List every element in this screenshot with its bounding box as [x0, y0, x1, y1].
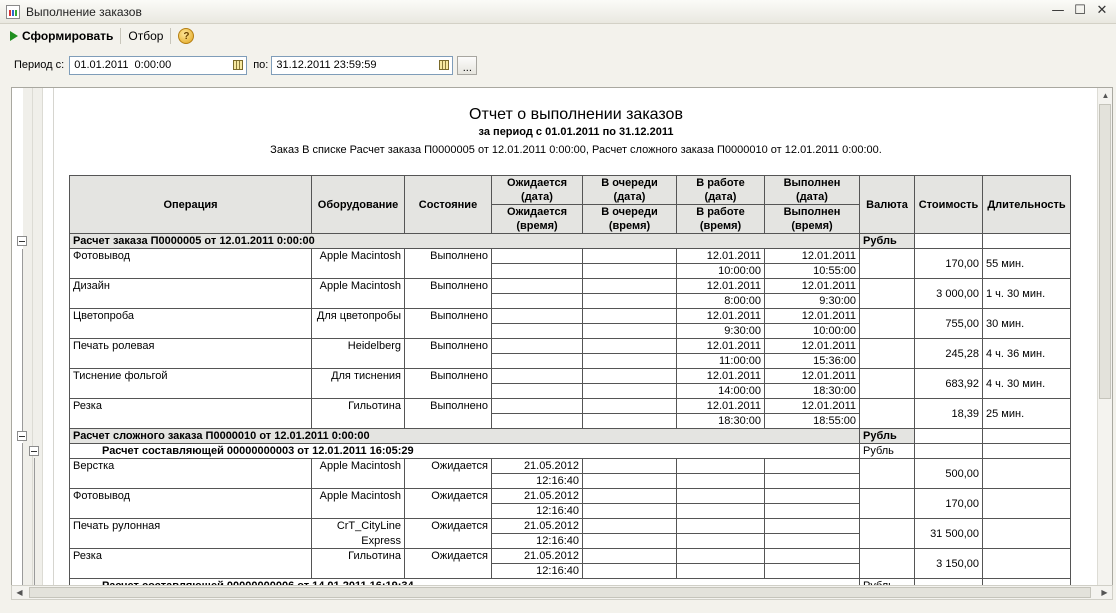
work-time-cell: 18:30:00 — [677, 414, 765, 429]
subgroup-currency: Рубль — [860, 444, 915, 459]
col-header-work-date[interactable]: В работе (дата) — [677, 176, 765, 205]
queue-date-cell — [583, 489, 677, 504]
work-time-cell: 11:00:00 — [677, 354, 765, 369]
report-sheet — [54, 88, 1098, 598]
operation-cell: Цветопроба — [70, 309, 312, 339]
col-header-duration[interactable]: Длительность — [983, 176, 1071, 234]
cost-cell: 245,28 — [915, 339, 983, 369]
work-date-cell — [677, 549, 765, 564]
group-currency: Рубль — [860, 234, 915, 249]
col-header-cost[interactable]: Стоимость — [915, 176, 983, 234]
generate-button[interactable] — [10, 29, 113, 43]
done-date-cell: 12.01.2011 — [765, 399, 860, 414]
scroll-right-icon[interactable]: ▶ — [1101, 588, 1108, 597]
col-header-work-time[interactable]: В работе (время) — [677, 205, 765, 234]
state-cell: Выполнено — [405, 249, 492, 279]
report-app-icon — [6, 5, 20, 19]
done-date-cell — [765, 459, 860, 474]
scroll-left-icon[interactable]: ◀ — [16, 588, 23, 597]
state-cell: Ожидается — [405, 549, 492, 579]
collapse-group1-icon[interactable] — [17, 236, 27, 246]
equipment-cell-continued — [312, 564, 405, 579]
group-row[interactable] — [70, 234, 1071, 249]
state-cell: Ожидается — [405, 489, 492, 519]
work-date-cell: 12.01.2011 — [677, 369, 765, 384]
window-controls — [1050, 3, 1110, 19]
group-row[interactable] — [70, 429, 1071, 444]
currency-cell — [860, 279, 915, 309]
maximize-icon[interactable]: ☐ — [1074, 3, 1086, 18]
duration-cell: 55 мин. — [983, 249, 1071, 279]
duration-cell: 25 мин. — [983, 399, 1071, 429]
horizontal-scroll-thumb[interactable] — [29, 587, 1091, 598]
group-line — [22, 249, 23, 431]
expected-time-cell — [492, 384, 583, 399]
equipment-cell: CrT_CityLine — [312, 519, 405, 534]
subgroup-row[interactable] — [70, 444, 1071, 459]
queue-date-cell — [583, 309, 677, 324]
group-label: Расчет сложного заказа П0000010 от 12.01.2011 0:00:00 — [70, 429, 860, 444]
work-time-cell: 10:00:00 — [677, 264, 765, 279]
table-row[interactable] — [70, 249, 1071, 264]
work-time-cell — [677, 504, 765, 519]
queue-date-cell — [583, 459, 677, 474]
state-cell: Выполнено — [405, 369, 492, 399]
report-title: Отчет о выполнении заказов — [469, 106, 683, 123]
currency-cell — [860, 309, 915, 339]
table-row[interactable] — [70, 279, 1071, 294]
col-header-operation[interactable]: Операция — [70, 176, 312, 234]
report-subtitle: за период с 01.01.2011 по 31.12.2011 — [478, 126, 674, 138]
done-time-cell: 10:55:00 — [765, 264, 860, 279]
duration-cell: 4 ч. 36 мин. — [983, 339, 1071, 369]
expected-time-cell: 12:16:40 — [492, 564, 583, 579]
work-date-cell: 12.01.2011 — [677, 309, 765, 324]
table-row[interactable] — [70, 339, 1071, 354]
duration-cell: 1 ч. 30 мин. — [983, 279, 1071, 309]
cost-cell: 18,39 — [915, 399, 983, 429]
generate-button-label: Сформировать — [22, 29, 114, 43]
expected-time-cell — [492, 264, 583, 279]
equipment-cell: Apple Macintosh — [312, 489, 405, 504]
col-header-state[interactable]: Состояние — [405, 176, 492, 234]
work-time-cell: 14:00:00 — [677, 384, 765, 399]
done-date-cell: 12.01.2011 — [765, 309, 860, 324]
done-time-cell: 10:00:00 — [765, 324, 860, 339]
close-icon[interactable]: ✕ — [1096, 3, 1108, 18]
period-from-value: 01.01.2011 0:00:00 — [74, 59, 172, 71]
calendar-button-from[interactable] — [230, 58, 245, 73]
expected-date-cell — [492, 249, 583, 264]
cost-cell: 3 150,00 — [915, 549, 983, 579]
collapse-group2-icon[interactable] — [17, 431, 27, 441]
cost-cell: 683,92 — [915, 369, 983, 399]
queue-time-cell — [583, 474, 677, 489]
currency-cell — [860, 489, 915, 519]
queue-date-cell — [583, 339, 677, 354]
duration-cell — [983, 549, 1071, 579]
cost-cell: 170,00 — [915, 489, 983, 519]
window-title: Выполнение заказов — [26, 4, 142, 19]
queue-date-cell — [583, 369, 677, 384]
table-row[interactable] — [70, 459, 1071, 474]
duration-cell: 4 ч. 30 мин. — [983, 369, 1071, 399]
equipment-cell-continued: Express — [312, 534, 405, 549]
col-header-done-date[interactable]: Выполнен (дата) — [765, 176, 860, 205]
queue-date-cell — [583, 399, 677, 414]
work-time-cell — [677, 474, 765, 489]
expected-date-cell: 21.05.2012 — [492, 489, 583, 504]
table-row[interactable] — [70, 489, 1071, 504]
operation-cell: Резка — [70, 399, 312, 429]
done-date-cell — [765, 549, 860, 564]
expected-time-cell — [492, 354, 583, 369]
work-time-cell: 8:00:00 — [677, 294, 765, 309]
expected-date-cell — [492, 369, 583, 384]
collapse-sub1-icon[interactable] — [29, 446, 39, 456]
report-table — [69, 175, 1071, 594]
expected-date-cell — [492, 339, 583, 354]
col-header-expected-time[interactable]: Ожидается (время) — [492, 205, 583, 234]
expected-date-cell: 21.05.2012 — [492, 459, 583, 474]
queue-time-cell — [583, 504, 677, 519]
toolbar — [0, 24, 1116, 48]
work-date-cell: 12.01.2011 — [677, 279, 765, 294]
scroll-up-icon[interactable]: ▲ — [1101, 91, 1110, 100]
queue-date-cell — [583, 279, 677, 294]
col-header-expected-date[interactable]: Ожидается (дата) — [492, 176, 583, 205]
calendar-icon — [439, 60, 449, 70]
toolbar-separator — [170, 28, 171, 44]
done-date-cell: 12.01.2011 — [765, 339, 860, 354]
header-row — [70, 176, 1071, 205]
currency-cell — [860, 519, 915, 549]
equipment-cell-continued — [312, 474, 405, 489]
expected-time-cell: 12:16:40 — [492, 534, 583, 549]
expected-date-cell — [492, 279, 583, 294]
vertical-scroll-thumb[interactable] — [1099, 104, 1111, 399]
expected-date-cell: 21.05.2012 — [492, 519, 583, 534]
operation-cell: Печать рулонная — [70, 519, 312, 549]
work-date-cell — [677, 489, 765, 504]
minimize-icon[interactable]: — — [1051, 3, 1065, 18]
duration-cell — [983, 489, 1071, 519]
help-icon[interactable]: ? — [178, 28, 194, 44]
operation-cell: Тиснение фольгой — [70, 369, 312, 399]
expected-time-cell — [492, 294, 583, 309]
equipment-cell: Apple Macintosh — [312, 249, 405, 279]
done-time-cell — [765, 564, 860, 579]
queue-time-cell — [583, 384, 677, 399]
queue-time-cell — [583, 564, 677, 579]
title-bar — [0, 0, 1116, 24]
done-time-cell: 18:55:00 — [765, 414, 860, 429]
currency-cell — [860, 339, 915, 369]
horizontal-scrollbar[interactable] — [11, 585, 1113, 600]
col-header-currency[interactable]: Валюта — [860, 176, 915, 234]
group-gutter — [12, 88, 54, 598]
expected-date-cell: 21.05.2012 — [492, 549, 583, 564]
subgroup-label: Расчет составляющей 00000000003 от 12.01.2011 16:05:29 — [70, 444, 860, 459]
report-filter-text: Заказ В списке Расчет заказа П0000005 от 12.01.2011 0:00:00, Расчет сложного заказа П0000010 от 12.01.2011 0:00:00. — [270, 144, 882, 156]
group-label: Расчет заказа П0000005 от 12.01.2011 0:00:00 — [70, 234, 860, 249]
done-time-cell: 15:36:00 — [765, 354, 860, 369]
done-date-cell: 12.01.2011 — [765, 279, 860, 294]
play-icon — [10, 31, 18, 41]
operation-cell: Дизайн — [70, 279, 312, 309]
queue-date-cell — [583, 249, 677, 264]
period-select-button[interactable]: ... — [457, 56, 477, 75]
period-to-label: по: — [253, 59, 269, 71]
done-date-cell — [765, 519, 860, 534]
queue-time-cell — [583, 414, 677, 429]
equipment-cell: Гильотина — [312, 549, 405, 564]
currency-cell — [860, 399, 915, 429]
filter-button[interactable]: Отбор — [128, 29, 164, 43]
period-to-field[interactable] — [271, 56, 453, 75]
cost-cell: 500,00 — [915, 459, 983, 489]
col-header-equipment[interactable]: Оборудование — [312, 176, 405, 234]
currency-cell — [860, 459, 915, 489]
equipment-cell: Apple Macintosh — [312, 279, 405, 309]
report-area[interactable] — [11, 87, 1113, 599]
queue-time-cell — [583, 264, 677, 279]
state-cell: Ожидается — [405, 519, 492, 549]
queue-time-cell — [583, 534, 677, 549]
col-header-queue-date[interactable]: В очереди (дата) — [583, 176, 677, 205]
work-time-cell — [677, 564, 765, 579]
done-time-cell: 18:30:00 — [765, 384, 860, 399]
operation-cell: Резка — [70, 549, 312, 579]
currency-cell — [860, 369, 915, 399]
vertical-scrollbar[interactable] — [1097, 88, 1112, 598]
table-row[interactable] — [70, 369, 1071, 384]
queue-date-cell — [583, 549, 677, 564]
equipment-cell: Apple Macintosh — [312, 459, 405, 474]
expected-date-cell — [492, 399, 583, 414]
work-date-cell: 12.01.2011 — [677, 339, 765, 354]
calendar-button-to[interactable] — [436, 58, 451, 73]
work-date-cell — [677, 459, 765, 474]
done-time-cell — [765, 534, 860, 549]
state-cell: Выполнено — [405, 279, 492, 309]
currency-cell — [860, 549, 915, 579]
state-cell: Ожидается — [405, 459, 492, 489]
cost-cell: 31 500,00 — [915, 519, 983, 549]
done-date-cell — [765, 489, 860, 504]
col-header-done-time[interactable]: Выполнен (время) — [765, 205, 860, 234]
state-cell: Выполнено — [405, 309, 492, 339]
equipment-cell-continued — [312, 504, 405, 519]
done-date-cell: 12.01.2011 — [765, 249, 860, 264]
duration-cell — [983, 519, 1071, 549]
work-date-cell — [677, 519, 765, 534]
equipment-cell: Heidelberg — [312, 339, 405, 369]
toolbar-separator — [120, 28, 121, 44]
period-from-field[interactable] — [69, 56, 247, 75]
calendar-icon — [233, 60, 243, 70]
period-from-label: Период с: — [14, 59, 65, 71]
group-line — [22, 443, 23, 599]
duration-cell: 30 мин. — [983, 309, 1071, 339]
operation-cell: Фотовывод — [70, 249, 312, 279]
expected-time-cell: 12:16:40 — [492, 474, 583, 489]
operation-cell: Печать ролевая — [70, 339, 312, 369]
expected-date-cell — [492, 309, 583, 324]
table-row[interactable] — [70, 519, 1071, 534]
gutter-band — [23, 88, 33, 598]
queue-time-cell — [583, 294, 677, 309]
table-row[interactable] — [70, 309, 1071, 324]
cost-cell: 170,00 — [915, 249, 983, 279]
period-to-value: 31.12.2011 23:59:59 — [276, 59, 377, 71]
work-date-cell: 12.01.2011 — [677, 249, 765, 264]
col-header-queue-time[interactable]: В очереди (время) — [583, 205, 677, 234]
group1-rows — [70, 249, 1071, 429]
done-time-cell: 9:30:00 — [765, 294, 860, 309]
queue-time-cell — [583, 324, 677, 339]
done-time-cell — [765, 474, 860, 489]
equipment-cell: Гильотина — [312, 399, 405, 429]
subgroup1-rows — [70, 459, 1071, 579]
group-line — [34, 458, 35, 586]
state-cell: Выполнено — [405, 339, 492, 369]
cost-cell: 755,00 — [915, 309, 983, 339]
table-row[interactable] — [70, 399, 1071, 414]
state-cell: Выполнено — [405, 399, 492, 429]
duration-cell — [983, 459, 1071, 489]
work-time-cell: 9:30:00 — [677, 324, 765, 339]
equipment-cell: Для цветопробы — [312, 309, 405, 339]
expected-time-cell — [492, 324, 583, 339]
expected-time-cell: 12:16:40 — [492, 504, 583, 519]
queue-date-cell — [583, 519, 677, 534]
equipment-cell: Для тиснения — [312, 369, 405, 399]
work-time-cell — [677, 534, 765, 549]
table-row[interactable] — [70, 549, 1071, 564]
operation-cell: Фотовывод — [70, 489, 312, 519]
currency-cell — [860, 249, 915, 279]
expected-time-cell — [492, 414, 583, 429]
done-time-cell — [765, 504, 860, 519]
work-date-cell: 12.01.2011 — [677, 399, 765, 414]
period-bar — [0, 54, 1116, 76]
operation-cell: Верстка — [70, 459, 312, 489]
cost-cell: 3 000,00 — [915, 279, 983, 309]
group-currency: Рубль — [860, 429, 915, 444]
queue-time-cell — [583, 354, 677, 369]
done-date-cell: 12.01.2011 — [765, 369, 860, 384]
